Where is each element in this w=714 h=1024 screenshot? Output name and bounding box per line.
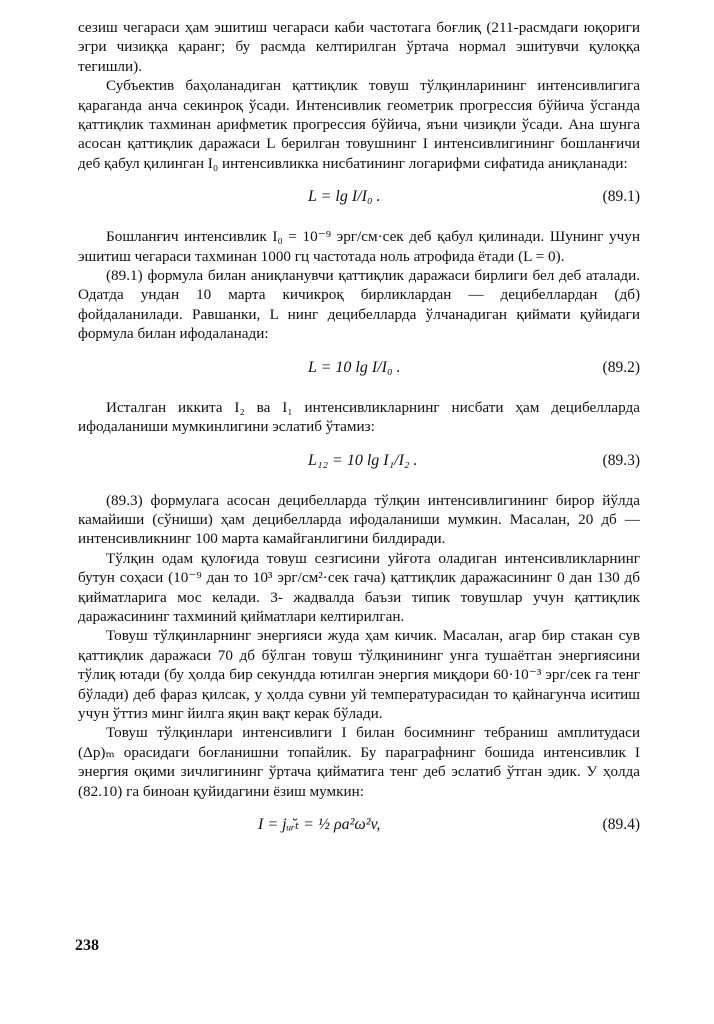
formula-expression: L = 10 lg I/I₀ . [308, 358, 401, 376]
formula-expression: L₁₂ = 10 lg I₁/I₂ . [308, 451, 418, 469]
formula-89-3 [78, 443, 640, 483]
paragraph: Товуш тўлқинларнинг энергияси жуда ҳам кичик. Масалан, агар бир стакан сув қаттиқлик даражаси 70 дб бўлган товуш тўлқинининг унга тушаётган энергиясини тўлиқ ютади (бу ҳолда бир секундда ютилган энергия миқдори 60·10⁻³ эрг/сек га тенг бўлади) деб фараз қилсак, у ҳолда сувни уй температурасидан то қайнагунча иситиш учун ўттиз минг йилга яқин вақт керак бўлади. [78, 627, 640, 722]
formula-89-1 [78, 179, 640, 219]
text-column [78, 18, 640, 855]
equation-number: (89.4) [602, 816, 640, 833]
formula-expression: L = lg I/I₀ . [308, 188, 381, 206]
paragraph: Субъектив баҳоланадиган қаттиқлик товуш тўлқинларининг интенсивлигига қараганда анча секинроқ ўсади. Интенсивлик геометрик прогрессия бўйича ўсганда қаттиқлик тахминан арифметик прогрессия бўйича, яъни чизиқли ўсади. Ана шунга асосан қаттиқлик даражаси L берилган товушнинг I интенсивлигининг бошланғичи деб қабул қилинган I₀ интенсивликка нисбатининг логарифми сифатида аниқланади: [78, 77, 640, 172]
page-number: 238 [75, 937, 99, 954]
paragraph: Бошланғич интенсивлик I₀ = 10⁻⁹ эрг/см·сек деб қабул қилинади. Шунинг учун эшитиш чегараси тахминан 1000 гц частотада ноль атрофида ётади (L = 0). [78, 228, 640, 265]
equation-number: (89.3) [602, 451, 640, 469]
paragraph: Товуш тўлқинлари интенсивлиги I билан босимнинг тебраниш амплитудаси (Δp)ₘ орасидаги боғланишни топайлик. Бу параграфнинг бошида интенсивлик I энергия оқими зичлигининг ўртача қийматига тенг деб эслатиб ўтган эдик. У ҳолда (82.10) га биноан қуйидагини ёзиш мумкин: [78, 724, 640, 800]
formula-89-4 [78, 807, 640, 847]
equation-number: (89.2) [602, 358, 640, 376]
paragraph: сезиш чегараси ҳам эшитиш чегараси каби частотага боғлиқ (211-расмдаги юқориги эгри чизиққа қаранг; бу расмда келтирилган ўртача нормал эшитувчи қулоққа тегишли). [78, 19, 640, 75]
equation-number: (89.1) [602, 188, 640, 206]
formula-89-2 [78, 350, 640, 390]
paragraph: (89.3) формулага асосан децибелларда тўлқин интенсивлигининг бирор йўлда камайиши (сўниши) ҳам децибелларда ифодаланиши мумкин. Масалан, 20 дб — интенсивликнинг 100 марта камайганлигини билдиради. [78, 491, 640, 548]
paragraph: Исталган иккита I₂ ва I₁ интенсивликларнинг нисбати ҳам децибелларда ифодаланиши мумкинлигини эслатиб ўтамиз: [78, 398, 640, 436]
paragraph: Тўлқин одам қулоғида товуш сезгисини уйғота оладиган интенсивликларнинг бутун соҳаси (10⁻⁹ дан то 10³ эрг/см²·сек гача) қаттиқлик даражасининг 0 дан 130 дб қийматларига мос келади. 3- жадвалда баъзи типик товушлар учун қаттиқлик даражасининг тахминий қийматлари келтирилган. [78, 549, 640, 625]
formula-expression: I = jᵤ̆ᵣₜ = ½ ρa²ω²v, [258, 816, 381, 833]
paragraph: (89.1) формула билан аниқланувчи қаттиқлик даражаси бирлиги бел деб аталади. Одатда ундан 10 марта кичикроқ бирликлардан — децибеллардан (дб) фойдаланилади. Равшанки, L нинг децибелларда ўлчанадиган қиймати қуйидаги формула билан ифодаланади: [78, 267, 640, 343]
